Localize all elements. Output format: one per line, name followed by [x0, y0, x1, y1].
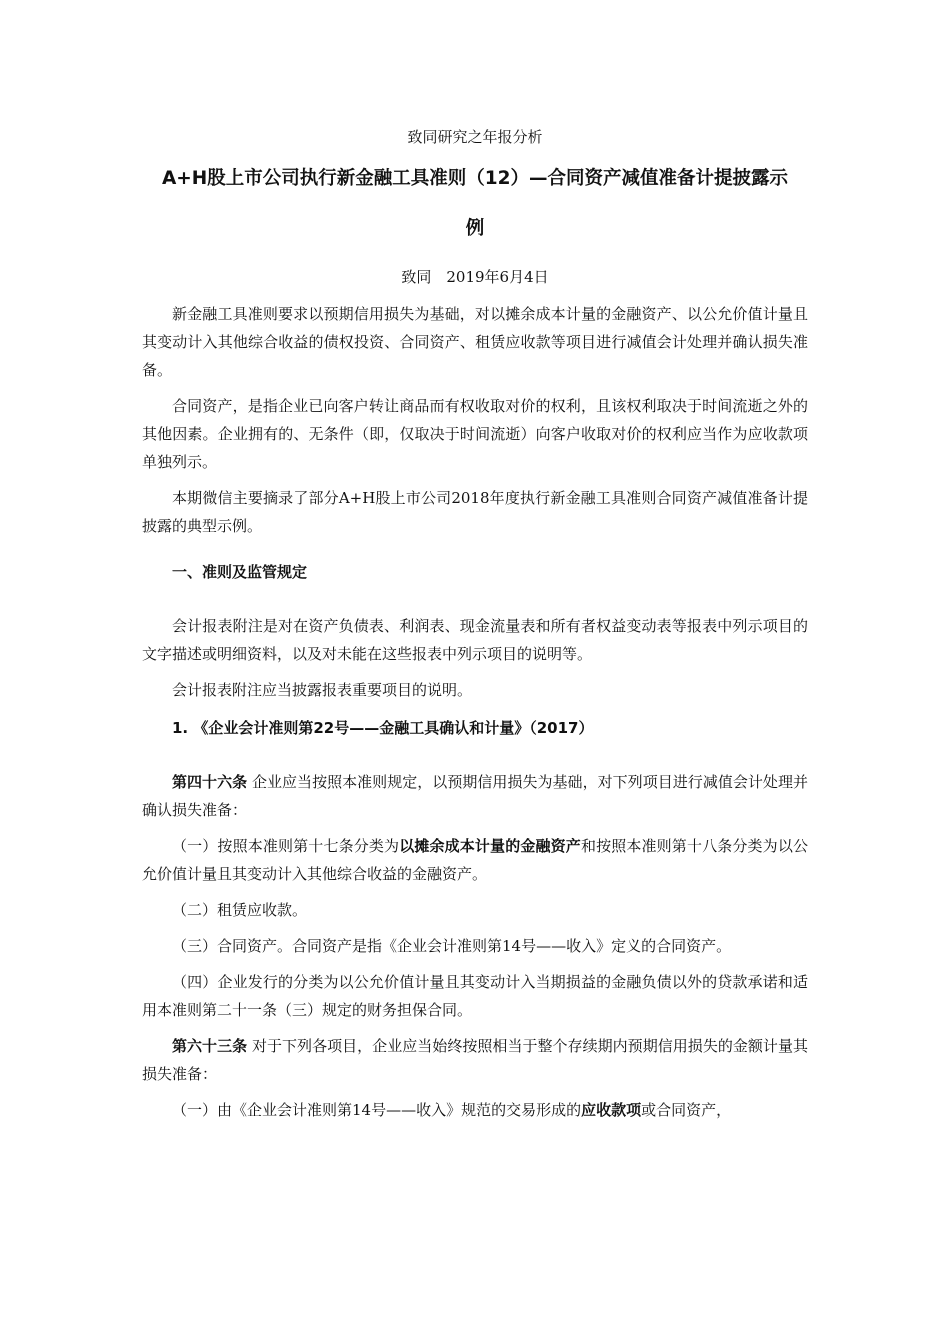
article-46-label: 第四十六条 — [172, 773, 248, 791]
title-line-1: A+H股上市公司执行新金融工具准则（12）—合同资产减值准备计提披露示 — [161, 168, 789, 189]
article-46-paragraph — [142, 768, 808, 824]
article-63-item-1 — [142, 1096, 808, 1124]
document-title — [142, 154, 808, 254]
intro-paragraph-1: 新金融工具准则要求以预期信用损失为基础，对以摊余成本计量的金融资产、以公允价值计量且其变动计入其他综合收益的债权投资、合同资产、租赁应收款等项目进行减值会计处理并确认损失准备。 — [142, 305, 808, 379]
item-1-prefix: （一）按照本准则第十七条分类为 — [172, 837, 400, 855]
document-body — [142, 120, 808, 1132]
article-46-item-2: （二）租赁应收款。 — [172, 901, 308, 919]
notes-description-paragraph: 会计报表附注是对在资产负债表、利润表、现金流量表和所有者权益变动表等报表中列示项目的文字描述或明细资料，以及对未能在这些报表中列示项目的说明等。 — [142, 617, 808, 663]
article-63-label: 第六十三条 — [172, 1037, 248, 1055]
notes-disclosure-paragraph: 会计报表附注应当披露报表重要项目的说明。 — [172, 681, 473, 699]
item-5-suffix: 或合同资产， — [641, 1101, 732, 1119]
article-46-text: 企业应当按照本准则规定，以预期信用损失为基础，对下列项目进行减值会计处理并确认损失准备： — [142, 773, 808, 819]
intro-paragraph-3: 本期微信主要摘录了部分A+H股上市公司2018年度执行新金融工具准则合同资产减值准备计提披露的典型示例。 — [142, 489, 808, 535]
series-subtitle: 致同研究之年报分析 — [407, 128, 543, 146]
item-5-prefix: （一）由《企业会计准则第14号——收入》规范的交易形成的 — [172, 1101, 582, 1119]
author-date-line: 致同 2019年6月4日 — [401, 268, 549, 286]
item-5-emphasis: 应收款项 — [581, 1101, 642, 1119]
article-46-item-4: （四）企业发行的分类为以公允价值计量且其变动计入当期损益的金融负债以外的贷款承诺和适用本准则第二十一条（三）规定的财务担保合同。 — [142, 973, 808, 1019]
article-46-item-1 — [142, 832, 808, 888]
title-line-2: 例 — [465, 218, 485, 239]
item-1-suffix: 和按照本准则第十八条分类为以公允价值计量且其变动计入其他综合收益的金融资产。 — [142, 837, 808, 883]
intro-paragraph-2: 合同资产，是指企业已向客户转让商品而有权收取对价的权利，且该权利取决于时间流逝之外的其他因素。企业拥有的、无条件（即，仅取决于时间流逝）向客户收取对价的权利应当作为应收款项单独列示。 — [142, 397, 808, 471]
item-1-emphasis: 以摊余成本计量的金融资产 — [399, 837, 581, 855]
subsection-heading-standard-22: 1. 《企业会计准则第22号——金融工具确认和计量》（2017） — [172, 719, 594, 737]
article-46-item-3: （三）合同资产。合同资产是指《企业会计准则第14号——收入》定义的合同资产。 — [172, 937, 732, 955]
section-heading-regulations: 一、准则及监管规定 — [172, 563, 308, 581]
article-63-paragraph — [142, 1032, 808, 1088]
article-63-text: 对于下列各项目，企业应当始终按照相当于整个存续期内预期信用损失的金额计量其损失准备： — [142, 1037, 808, 1083]
